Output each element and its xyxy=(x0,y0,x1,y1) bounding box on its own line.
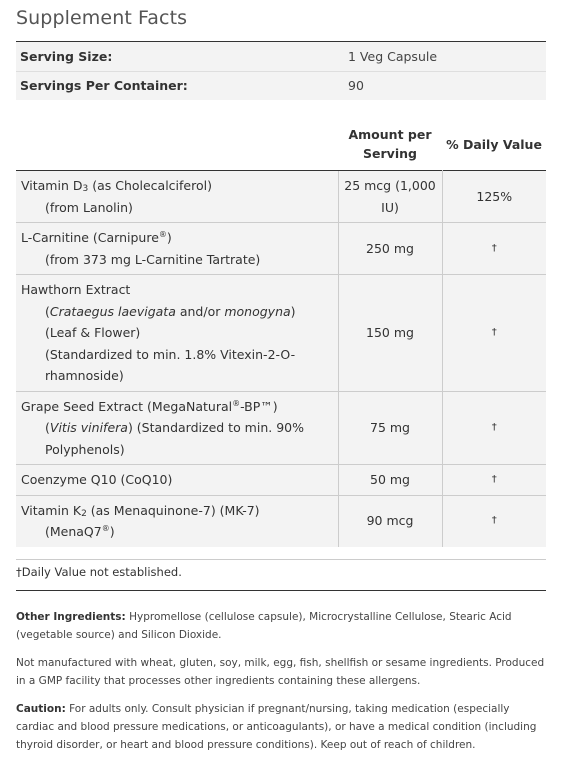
caution-label: Caution: xyxy=(16,703,66,715)
allergen-statement: Not manufactured with wheat, gluten, soy, milk, egg, fish, shellfish or sesame ingredients. Produced in a GMP facility that processes other ingredients containing these allergens. xyxy=(16,657,545,687)
ingredient-name-text: (as Menaquinone-7) (MK-7) xyxy=(86,502,260,518)
paren: ( xyxy=(45,420,50,435)
ingredient-standardization: ) (Standardized to min. 90% Polyphenols) xyxy=(45,420,304,457)
serving-size-label: Serving Size: xyxy=(20,48,113,64)
footnote-divider xyxy=(16,590,546,591)
serving-size-value: 1 Veg Capsule xyxy=(348,48,438,64)
registered-mark: ® xyxy=(232,398,241,408)
paren: ( xyxy=(45,303,50,319)
paren: ) xyxy=(109,524,115,539)
ingredient-amount: 250 mg xyxy=(338,223,442,275)
ingredient-name-text: -BP™) xyxy=(240,398,278,414)
registered-mark: ® xyxy=(101,524,110,533)
other-ingredients xyxy=(16,608,546,644)
amount-header-line1: Amount per xyxy=(348,127,432,142)
table-bottom-divider xyxy=(16,559,546,560)
ingredient-column-header xyxy=(16,118,338,171)
caution-text: For adults only. Consult physician if pregnant/nursing, taking medication (especially cardiac and blood pressure medications, or anticoagulants), or have a medical condition (including thyroid disorder, or heart and blood pressure conditions). Keep out of reach of children. xyxy=(16,703,537,751)
ingredient-name-text: Vitamin D xyxy=(21,178,83,193)
ingredient-subscript: 2 xyxy=(81,508,87,519)
ingredient-botanical xyxy=(21,417,334,460)
ingredient-source: (from Lanolin) xyxy=(45,199,133,215)
ingredient-daily-value: † xyxy=(442,391,546,465)
ingredient-source-text: (MenaQ7 xyxy=(45,524,102,539)
ingredient-part: (Leaf & Flower) xyxy=(45,325,141,340)
ingredient-name xyxy=(16,495,338,547)
registered-mark: ® xyxy=(158,230,167,239)
ingredient-daily-value: † xyxy=(442,275,546,392)
paren: ) xyxy=(290,303,296,319)
servings-per-container-row xyxy=(16,71,546,100)
amount-header-line2: Serving xyxy=(363,146,417,161)
conjunction: and/or xyxy=(175,303,225,319)
ingredient-daily-value: † xyxy=(442,223,546,275)
amount-column-header xyxy=(338,118,442,171)
ingredient-name-text: (as Cholecalciferol) xyxy=(88,178,212,193)
ingredient-daily-value: † xyxy=(442,465,546,496)
page-title: Supplement Facts xyxy=(16,7,188,29)
other-ingredients-label: Other Ingredients: xyxy=(16,611,126,623)
ingredient-source: (from 373 mg L-Carnitine Tartrate) xyxy=(45,251,261,267)
serving-size-row xyxy=(16,42,546,71)
daily-value-column-header: % Daily Value xyxy=(446,136,542,152)
ingredient-amount: 150 mg xyxy=(338,275,442,392)
other-ingredients-text: Hypromellose (cellulose capsule), Microcrystalline Cellulose, Stearic Acid (vegetable source) and Silicon Dioxide. xyxy=(16,611,512,641)
ingredient-amount: 90 mcg xyxy=(338,495,442,547)
table-row xyxy=(16,171,546,223)
ingredient-name-text: Hawthorn Extract xyxy=(21,282,131,297)
caution-statement xyxy=(16,700,546,754)
botanical-name: Crataegus laevigata xyxy=(49,303,176,319)
ingredient-subscript: 3 xyxy=(82,184,89,194)
ingredient-daily-value: † xyxy=(442,495,546,547)
ingredient-source xyxy=(21,521,334,543)
table-row xyxy=(16,465,546,496)
ingredient-name: Coenzyme Q10 (CoQ10) xyxy=(16,465,338,496)
daily-value-footnote: †Daily Value not established. xyxy=(16,565,182,579)
table-header xyxy=(16,118,546,171)
ingredient-standardization: (Standardized to min. 1.8% Vitexin-2-O-rhamnoside) xyxy=(45,346,296,383)
table-row xyxy=(16,223,546,275)
ingredients-table xyxy=(16,118,546,547)
table-row xyxy=(16,275,546,392)
ingredient-name-text: Vitamin K xyxy=(21,502,82,518)
servings-per-container-value: 90 xyxy=(344,71,546,100)
serving-info xyxy=(16,42,546,100)
ingredient-name-text: ) xyxy=(166,230,172,245)
ingredient-amount: 25 mcg (1,000 IU) xyxy=(338,171,442,223)
ingredient-name xyxy=(16,275,338,392)
ingredient-name xyxy=(16,391,338,465)
ingredient-amount: 75 mg xyxy=(338,391,442,465)
ingredient-name-text: Grape Seed Extract (MegaNatural xyxy=(21,398,233,414)
ingredient-name xyxy=(16,223,338,275)
table-row xyxy=(16,495,546,547)
servings-per-container-label: Servings Per Container: xyxy=(16,71,344,100)
ingredient-amount: 50 mg xyxy=(338,465,442,496)
ingredient-daily-value: 125% xyxy=(442,171,546,223)
botanical-name: Vitis vinifera xyxy=(49,420,128,435)
ingredient-name-text: L-Carnitine (Carnipure xyxy=(21,230,159,245)
botanical-name: monogyna xyxy=(224,303,291,319)
ingredient-botanical xyxy=(21,301,334,323)
ingredient-name xyxy=(16,171,338,223)
table-row xyxy=(16,391,546,465)
